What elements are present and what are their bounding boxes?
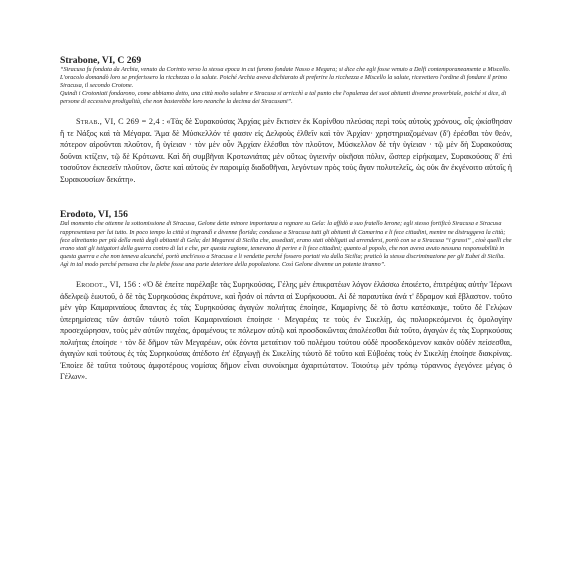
strabo-translation-paragraph-2: L'oracolo domandò loro se preferissero la ricchezza o la salute. Poiché Archia aveva dichiarato di preferire la ricchezza e Miscello la salute, ricevettero l'ordine di fondare il primo Siracusa, il secondo Crotone. [60, 74, 508, 90]
herodotus-italian-translation [60, 220, 512, 269]
herodotus-heading: Erodoto, VI, 156 [60, 209, 128, 221]
strabo-section [60, 55, 512, 185]
strabo-translation-paragraph-1: “Siracusa fu fondata da Archia, venuto da Corinto verso la stessa epoca in cui furono fondate Nasso e Megara; si dice che egli fosse venuto a Delfi contemporaneamente a Miscello. [60, 66, 511, 73]
strabo-greek-text [60, 116, 512, 185]
strabo-greek-reference: Strab., VI, C 269 = 2,4 [76, 117, 160, 127]
section-spacer [60, 185, 512, 209]
herodotus-section [60, 209, 512, 382]
strabo-greek-passage: : «Τὰς δὲ Συρακούσας Ἀρχίας μὲν ἔκτισεν ἐκ Κορίνθου πλεύσας περὶ τοὺς αὐτοὺς χρόνους, οἷς ᾠκίσθησαν ἥ τε Νάξος καὶ τὰ Μέγαρα. Ἅμα δὲ Μύσκελλόν τέ φασιν εἰς Δελφοὺς ἐλθεῖν καὶ τὸν Ἀρχίαν· χρηστηριαζομένων (δ') ἐρέσθαι τὸν θεόν, πότερον αἱροῦνται πλοῦτον, ἢ ὑγίειαν · τὸν μὲν οὖν Ἀρχίαν ἑλέσθαι τὸν πλοῦτον, Μύσκελλον δὲ τὴν ὑγίειαν · τῷ μὲν δὴ Συρακούσας δοῦναι κτίζειν, τῷ δὲ Κρότωνα. Καὶ δὴ συμβῆναι Κροτωνιάτας μὲν οὕτως ὑγιεινὴν οἰκῆσαι πόλιν, ὥσπερ εἰρήκαμεν, Συρακούσας δ' ἐπὶ τοσοῦτον ἐκπεσεῖν πλοῦτον, ὥστε καὶ αὐτοὺς ἐν παροιμίᾳ διαδοθῆναι, λεγόντων πρὸς τοὺς ἄγαν πολυτελεῖς, ὡς οὐκ ἂν ἐκγένοιτο αὐτοῖς ἡ Συρακουσίων δεκάτη». [60, 117, 512, 184]
strabo-heading: Strabone, VI, C 269 [60, 55, 142, 66]
herodotus-translation-paragraph: Dal momento che ottenne la sottomissione di Siracusa, Gelone dette minore importanza a regnare su Gela: la affidò a suo fratello Ierone; egli stesso fortificò Siracusa e Siracusa rappresentava per lui tutto. In poco tempo la città si ingrandì e divenne florida; condusse a Siracusa tutti gli abitanti di Camarina e li fece cittadini, mentre ne distruggeva la città; fece altrettanto per più della metà degli abitanti di Gela; dei Megaresi di Sicilia che, assediati, erano stati obbligati ad arrendersi, portò con se a Siracusa “i grassi” , cioè quelli che erano stati gli istigatori della guerra contro di lui e che, per questa ragione, temevano di perire e li fece cittadini; quanto al popolo, che non aveva avuto nessuna responsabilità in questa guerra e che non temeva alcunché, portò anch'esso a Siracusa e li vendette perché fossero portati via dalla Sicilia; praticò la stessa discriminazione per gli Eubei di Sicilia. Agì in tal modo perché pensava che la plebe fosse una parte deteriore della popolazione. Così Gelone divenne un potente tiranno”. [60, 220, 512, 268]
document-page [60, 55, 512, 535]
strabo-italian-translation [60, 66, 512, 106]
herodotus-greek-reference: Erodot., VI, 156 [76, 280, 137, 290]
strabo-translation-paragraph-3: Quindi i Crotoniati fondarono, come abbiamo detto, una città molto salubre e Siracusa si arricchì a tal punto che l'opulenza dei suoi abitanti divenne proverbiale, poiché si dice, di persone di eccessiva prodigalità, che non basterebbe loro neanche la decima dei Siracusani”. [60, 90, 507, 106]
herodotus-greek-passage: : «Ὁ δὲ ἐπείτε παρέλαβε τὰς Συρηκούσας, Γέλης μὲν ἐπικρατέων λόγον ἐλάσσω ἐποιέετο, ἐπιτρέψας αὐτὴν Ἱέρωνι ἀδελφεῷ ἑωυτοῦ, ὁ δὲ τὰς Συρηκούσας ἐκράτυνε, καὶ ἦσάν οἱ πάντα αἱ Συρήκουσαι. Αἱ δὲ παραυτίκα ἀνά τ' ἔδραμον καὶ ἔβλαστον. τοῦτο μὲν γὰρ Καμαριναίους ἅπαντας ἐς τὰς Συρηκούσας ἀγαγὼν πολιήτας ἐποίησε, Καμαρίνης δὲ τὸ ἄστυ κατέσκαψε, τοῦτο δὲ Γελῴων ὑπερημίσεας τῶν ἀστῶν τὠυτὸ τοῖσι Καμαριναίοισι ἐποίησε · Μεγαρέας τε τοὺς ἐν Σικελίῃ, ὡς πολιορκεόμενοι ἐς ὁμολογίην προσεχώρησαν, τοὺς μὲν αὐτῶν παχέας, ἀραμένους τε πόλεμον αὐτῷ καὶ προσδοκῶντας ἀπολέεσθαι διὰ τοῦτο, ἀγαγὼν ἐς τὰς Συρηκούσας πολιήτας ἐποίησε · τὸν δὲ δῆμον τῶν Μεγαρέων, οὐκ ἐόντα μεταίτιον τοῦ πολέμου τούτου οὐδὲ προσδεκόμενον κακὸν οὐδὲν πείσεσθαι, ἀγαγὼν καὶ τούτους ἐς τὰς Συρηκούσας ἀπέδοτο ἐπ' ἐξαγωγῇ ἐκ Σικελίης τὠυτὸ δὲ τοῦτο καὶ Εὐβοέας τοὺς ἐν Σικελίῃ ἐποίησε διακρίνας. Ἐποίεε δὲ ταῦτα τούτους ἀμφοτέρους νομίσας δῆμον εἶναι συνοίκημα ἀχαριτώτατον. Τοιούτῳ μὲν τρόπῳ τύραννος ἐγεγόνεε μέγας ὁ Γέλων». [60, 280, 512, 382]
herodotus-greek-text [60, 279, 512, 383]
